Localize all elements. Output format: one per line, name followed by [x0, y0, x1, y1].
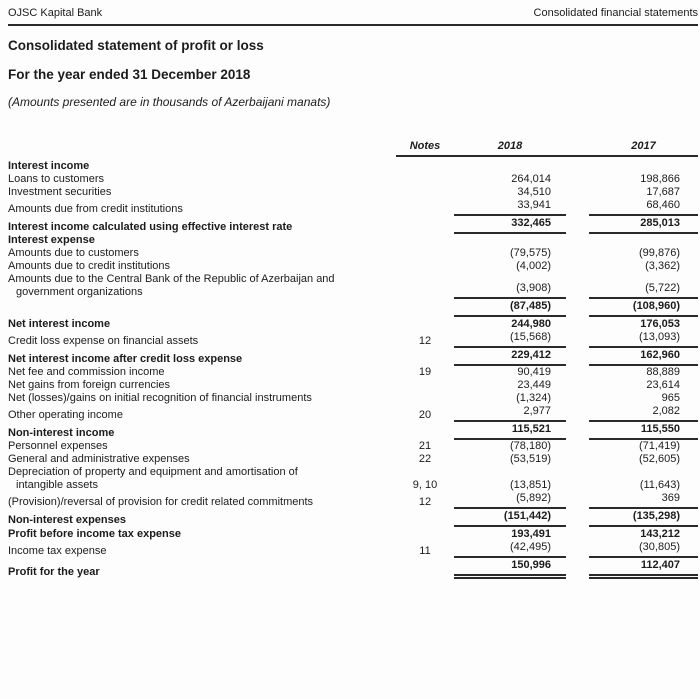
row-label — [8, 160, 396, 173]
table-row — [8, 541, 698, 558]
row-label-line1: Non-interest income — [8, 427, 115, 439]
value-2018: (3,908) — [454, 282, 566, 299]
table-row — [8, 173, 698, 186]
row-label — [8, 260, 396, 273]
table-row — [8, 379, 698, 392]
row-label-line1: Other operating income — [8, 409, 123, 421]
row-label — [8, 247, 396, 260]
value-2017: 162,960 — [589, 348, 698, 366]
row-label — [8, 514, 396, 527]
row-label-line1: Non-interest expenses — [8, 514, 126, 526]
value-2017: (13,093) — [589, 331, 698, 348]
row-label — [8, 427, 396, 440]
value-2017: (99,876) — [639, 247, 680, 259]
row-label — [8, 379, 396, 392]
value-2017: 176,053 — [640, 318, 680, 330]
row-label — [8, 273, 396, 299]
column-headers — [396, 140, 698, 157]
table-row — [8, 317, 698, 331]
value-2018: (1,324) — [516, 392, 551, 404]
document-header — [8, 7, 698, 20]
document-type: Consolidated financial statements — [533, 7, 698, 19]
statement-period: For the year ended 31 December 2018 — [8, 67, 251, 82]
value-2017: (30,805) — [589, 541, 698, 558]
row-note-reference: 21 — [418, 440, 432, 452]
row-label-line1: General and administrative expenses — [8, 453, 190, 465]
value-2018: (78,180) — [510, 440, 551, 452]
value-2018: (5,892) — [454, 492, 566, 509]
row-note-reference: 9, 10 — [412, 479, 438, 491]
row-label — [8, 392, 396, 405]
row-label-line1: Profit for the year — [8, 566, 100, 578]
row-label-line1: Interest expense — [8, 234, 95, 246]
value-2017: 2,082 — [589, 405, 698, 422]
table-row — [8, 366, 698, 379]
value-2018: 33,941 — [454, 199, 566, 216]
value-2018: 23,449 — [517, 379, 551, 391]
table-row — [8, 453, 698, 466]
row-label — [8, 528, 396, 541]
value-2018: 229,412 — [454, 348, 566, 366]
row-label — [8, 353, 396, 366]
value-2018: 150,996 — [454, 558, 566, 579]
value-2017: (52,605) — [639, 453, 680, 465]
table-header-row — [8, 140, 698, 157]
table-row — [8, 299, 698, 317]
row-label-line1: Interest income — [8, 160, 90, 172]
table-row — [8, 160, 698, 173]
table-row — [8, 527, 698, 541]
row-label-line1: Credit loss expense on financial assets — [8, 335, 199, 347]
row-label-line1: Net interest income — [8, 318, 111, 330]
row-label-line1: Investment securities — [8, 186, 112, 198]
header-divider — [8, 24, 698, 26]
row-label — [8, 496, 396, 509]
value-2018: 244,980 — [511, 318, 551, 330]
row-label — [8, 409, 396, 422]
row-label — [8, 466, 396, 492]
value-2018: 193,491 — [511, 528, 551, 540]
row-label — [8, 366, 396, 379]
row-label — [8, 440, 396, 453]
company-name: OJSC Kapital Bank — [8, 7, 103, 19]
value-2017: 198,866 — [640, 173, 680, 185]
row-label — [8, 234, 396, 247]
value-2017: 115,550 — [589, 422, 698, 440]
table-row — [8, 466, 698, 492]
row-label-line1: Interest income calculated using effective interest rate — [8, 221, 293, 233]
value-2018: (4,002) — [516, 260, 551, 272]
row-label — [8, 545, 396, 558]
value-2017: (3,362) — [645, 260, 680, 272]
value-2017: 112,407 — [589, 558, 698, 579]
value-2017: 88,889 — [646, 366, 680, 378]
row-label — [8, 335, 396, 348]
row-label — [8, 318, 396, 331]
value-2018: (42,495) — [454, 541, 566, 558]
value-2017: (135,298) — [589, 509, 698, 527]
column-header-notes: Notes — [409, 140, 441, 152]
row-label-line1: (Provision)/reversal of provision for credit related commitments — [8, 496, 314, 508]
value-2017: (108,960) — [589, 299, 698, 317]
column-header-2018: 2018 — [497, 140, 523, 152]
row-note-reference: 12 — [418, 335, 432, 347]
table-row — [8, 558, 698, 579]
row-label — [8, 203, 396, 216]
profit-loss-table — [8, 140, 698, 579]
row-label-line1: Net fee and commission income — [8, 366, 165, 378]
table-row — [8, 199, 698, 216]
table-row — [8, 273, 698, 299]
value-2018: 264,014 — [511, 173, 551, 185]
value-2018: (53,519) — [510, 453, 551, 465]
table-row — [8, 216, 698, 234]
row-label — [8, 566, 396, 579]
table-row — [8, 247, 698, 260]
table-row — [8, 260, 698, 273]
column-gap — [566, 140, 589, 153]
value-2017: (11,643) — [639, 479, 680, 491]
row-note-reference: 19 — [418, 366, 432, 378]
row-label-line2: intangible assets — [16, 479, 98, 491]
value-2017: 68,460 — [589, 199, 698, 216]
value-2018: 34,510 — [517, 186, 551, 198]
statement-title: Consolidated statement of profit or loss — [8, 38, 264, 53]
value-2018: (79,575) — [510, 247, 551, 259]
row-label-line1: Amounts due to the Central Bank of the Republic of Azerbaijan and — [8, 273, 335, 285]
column-header-2017: 2017 — [631, 140, 656, 152]
table-row — [8, 422, 698, 440]
row-label — [8, 453, 396, 466]
value-2017: 285,013 — [589, 216, 698, 234]
table-row — [8, 509, 698, 527]
row-label — [8, 173, 396, 186]
value-2017: (5,722) — [589, 282, 698, 299]
row-note-reference: 11 — [419, 545, 431, 557]
row-label-line1: Personnel expenses — [8, 440, 108, 452]
row-label-line1: Amounts due to credit institutions — [8, 260, 171, 272]
row-note-reference: 20 — [418, 409, 432, 421]
row-note-reference: 12 — [418, 496, 432, 508]
row-label-line1: Profit before income tax expense — [8, 528, 181, 540]
table-row — [8, 492, 698, 509]
value-2018: 2,977 — [454, 405, 566, 422]
value-2018: (151,442) — [454, 509, 566, 527]
row-label-line1: Net interest income after credit loss expense — [8, 353, 243, 365]
table-row — [8, 234, 698, 247]
value-2018: 115,521 — [454, 422, 566, 440]
value-2018: (13,851) — [510, 479, 551, 491]
row-label-line1: Amounts due to customers — [8, 247, 139, 259]
value-2017: 369 — [589, 492, 698, 509]
table-row — [8, 405, 698, 422]
value-2017: (71,419) — [639, 440, 680, 452]
amounts-note: (Amounts presented are in thousands of Azerbaijani manats) — [8, 95, 331, 109]
table-row — [8, 392, 698, 405]
value-2017: 965 — [661, 392, 680, 404]
row-label-line1: Amounts due from credit institutions — [8, 203, 183, 215]
table-row — [8, 331, 698, 348]
row-label-line1: Net gains from foreign currencies — [8, 379, 171, 391]
value-2018: 332,465 — [454, 216, 566, 234]
row-label — [8, 186, 396, 199]
table-row — [8, 348, 698, 366]
value-2018: (15,568) — [454, 331, 566, 348]
row-note-reference: 22 — [418, 453, 432, 465]
value-2018: (87,485) — [454, 299, 566, 317]
row-label-line1: Net (losses)/gains on initial recognition of financial instruments — [8, 392, 312, 404]
row-label-line2: government organizations — [16, 286, 143, 298]
row-label — [8, 221, 396, 234]
row-label-line1: Loans to customers — [8, 173, 104, 185]
value-2017: 17,687 — [646, 186, 680, 198]
table-row — [8, 186, 698, 199]
value-2017: 23,614 — [646, 379, 680, 391]
table-row — [8, 440, 698, 453]
row-label-line1: Income tax expense — [8, 545, 107, 557]
value-2018: 90,419 — [517, 366, 551, 378]
row-label-line1: Depreciation of property and equipment and amortisation of — [8, 466, 298, 478]
value-2017: 143,212 — [640, 528, 680, 540]
table-body — [8, 157, 698, 579]
